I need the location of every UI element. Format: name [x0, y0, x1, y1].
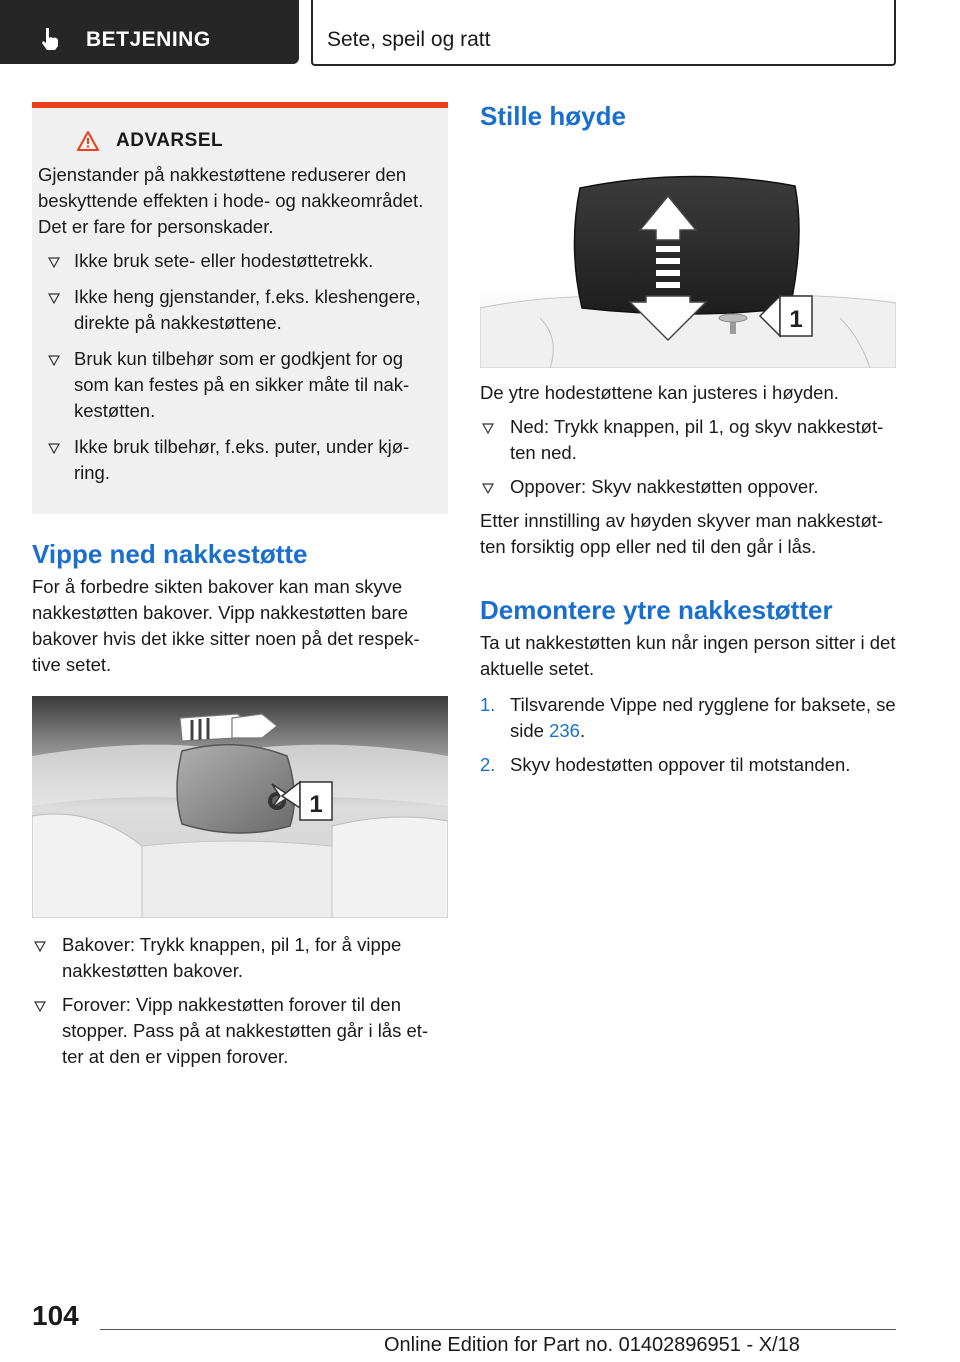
- triangle-bullet-icon: [482, 483, 494, 494]
- list-item: [32, 932, 448, 984]
- height-list: [480, 414, 896, 500]
- section-label: BETJENING: [86, 28, 211, 51]
- list-item: [38, 346, 448, 424]
- list-item-text: Ned: Trykk knappen, pil 1, og skyv nakkestøt-ten ned.: [510, 416, 884, 463]
- warning-title: ADVARSEL: [116, 130, 224, 151]
- height-headrest-image: [480, 168, 896, 368]
- page-header: [0, 0, 960, 66]
- tilt-headrest-image: [32, 696, 448, 918]
- page-number: 104: [32, 1300, 79, 1331]
- height-after-text: Etter innstilling av høyden skyver man nakkestøt-ten forsiktig opp eller ned til den går i lås.: [480, 510, 884, 557]
- triangle-bullet-icon: [48, 257, 60, 268]
- chapter-box[interactable]: [311, 0, 896, 66]
- hand-pointer-icon: [38, 26, 64, 52]
- step-text: Tilsvarende Vippe ned rygglene for baksete, se side: [510, 694, 896, 741]
- tilt-callout-number: 1: [309, 791, 323, 818]
- triangle-bullet-icon: [34, 941, 46, 952]
- list-item-text: Ikke heng gjenstander, f.eks. kleshengere, direkte på nakkestøttene.: [74, 286, 421, 333]
- tilt-intro: For å forbedre sikten bakover kan man skyve nakkestøtten bakover. Vipp nakkestøtten bare bakover hvis det ikke sitter noen på det respek-tive setet.: [32, 576, 420, 675]
- remove-steps: [480, 692, 896, 778]
- list-item-text: Forover: Vipp nakkestøtten forover til den stopper. Pass på at nakkestøtten går i lås et-ter at den er vippen forover.: [62, 994, 429, 1067]
- height-intro: De ytre hodestøttene kan justeres i høyden.: [480, 382, 839, 403]
- warning-header: [76, 130, 448, 152]
- list-item: [38, 434, 448, 486]
- remove-heading: Demontere ytre nakkestøtter: [480, 595, 833, 625]
- triangle-bullet-icon: [48, 355, 60, 366]
- list-item-text: Bakover: Trykk knappen, pil 1, for å vippe nakkestøtten bakover.: [62, 934, 402, 981]
- section-tab[interactable]: [0, 0, 299, 64]
- step-number: 1.: [480, 694, 496, 715]
- list-item-text: Oppover: Skyv nakkestøtten oppover.: [510, 476, 819, 497]
- warning-text: Gjenstander på nakkestøttene reduserer den beskyttende effekten i hode- og nakkeområdet. Det er fare for personskader.: [38, 164, 424, 237]
- triangle-bullet-icon: [48, 443, 60, 454]
- list-item-text: Ikke bruk tilbehør, f.eks. puter, under kjø-ring.: [74, 436, 410, 483]
- headrest-tilt-illustration: [32, 696, 448, 918]
- list-item: [480, 414, 896, 466]
- triangle-bullet-icon: [34, 1001, 46, 1012]
- footer-edition: Online Edition for Part no. 01402896951 - X/18: [384, 1334, 800, 1356]
- chapter-label: Sete, speil og ratt: [327, 28, 491, 51]
- step-text-end: .: [579, 720, 586, 741]
- warning-box: [32, 102, 448, 514]
- warning-triangle-icon: [76, 130, 100, 152]
- triangle-bullet-icon: [48, 293, 60, 304]
- remove-intro: Ta ut nakkestøtten kun når ingen person sitter i det aktuelle setet.: [480, 632, 896, 679]
- page-link[interactable]: 236: [549, 720, 580, 741]
- footer-divider: [100, 1329, 896, 1330]
- list-item-text: Bruk kun tilbehør som er godkjent for og som kan festes på en sikker måte til nak-kestøtten.: [74, 348, 410, 421]
- list-item: [38, 248, 448, 274]
- height-heading: Stille høyde: [480, 101, 626, 131]
- list-item: [480, 752, 896, 778]
- list-item: [32, 992, 448, 1070]
- list-item: [480, 474, 896, 500]
- triangle-bullet-icon: [482, 423, 494, 434]
- list-item: [480, 692, 896, 744]
- right-column: [480, 100, 896, 786]
- list-item: [38, 284, 448, 336]
- headrest-height-illustration: [480, 168, 896, 368]
- tilt-heading: Vippe ned nakkestøtte: [32, 539, 308, 569]
- warning-list: [38, 248, 448, 486]
- height-callout-number: 1: [789, 306, 803, 333]
- step-text: Skyv hodestøtten oppover til motstanden.: [510, 754, 851, 775]
- step-number: 2.: [480, 754, 496, 775]
- tilt-list: [32, 932, 448, 1070]
- left-column: [32, 102, 448, 1078]
- list-item-text: Ikke bruk sete- eller hodestøttetrekk.: [74, 250, 374, 271]
